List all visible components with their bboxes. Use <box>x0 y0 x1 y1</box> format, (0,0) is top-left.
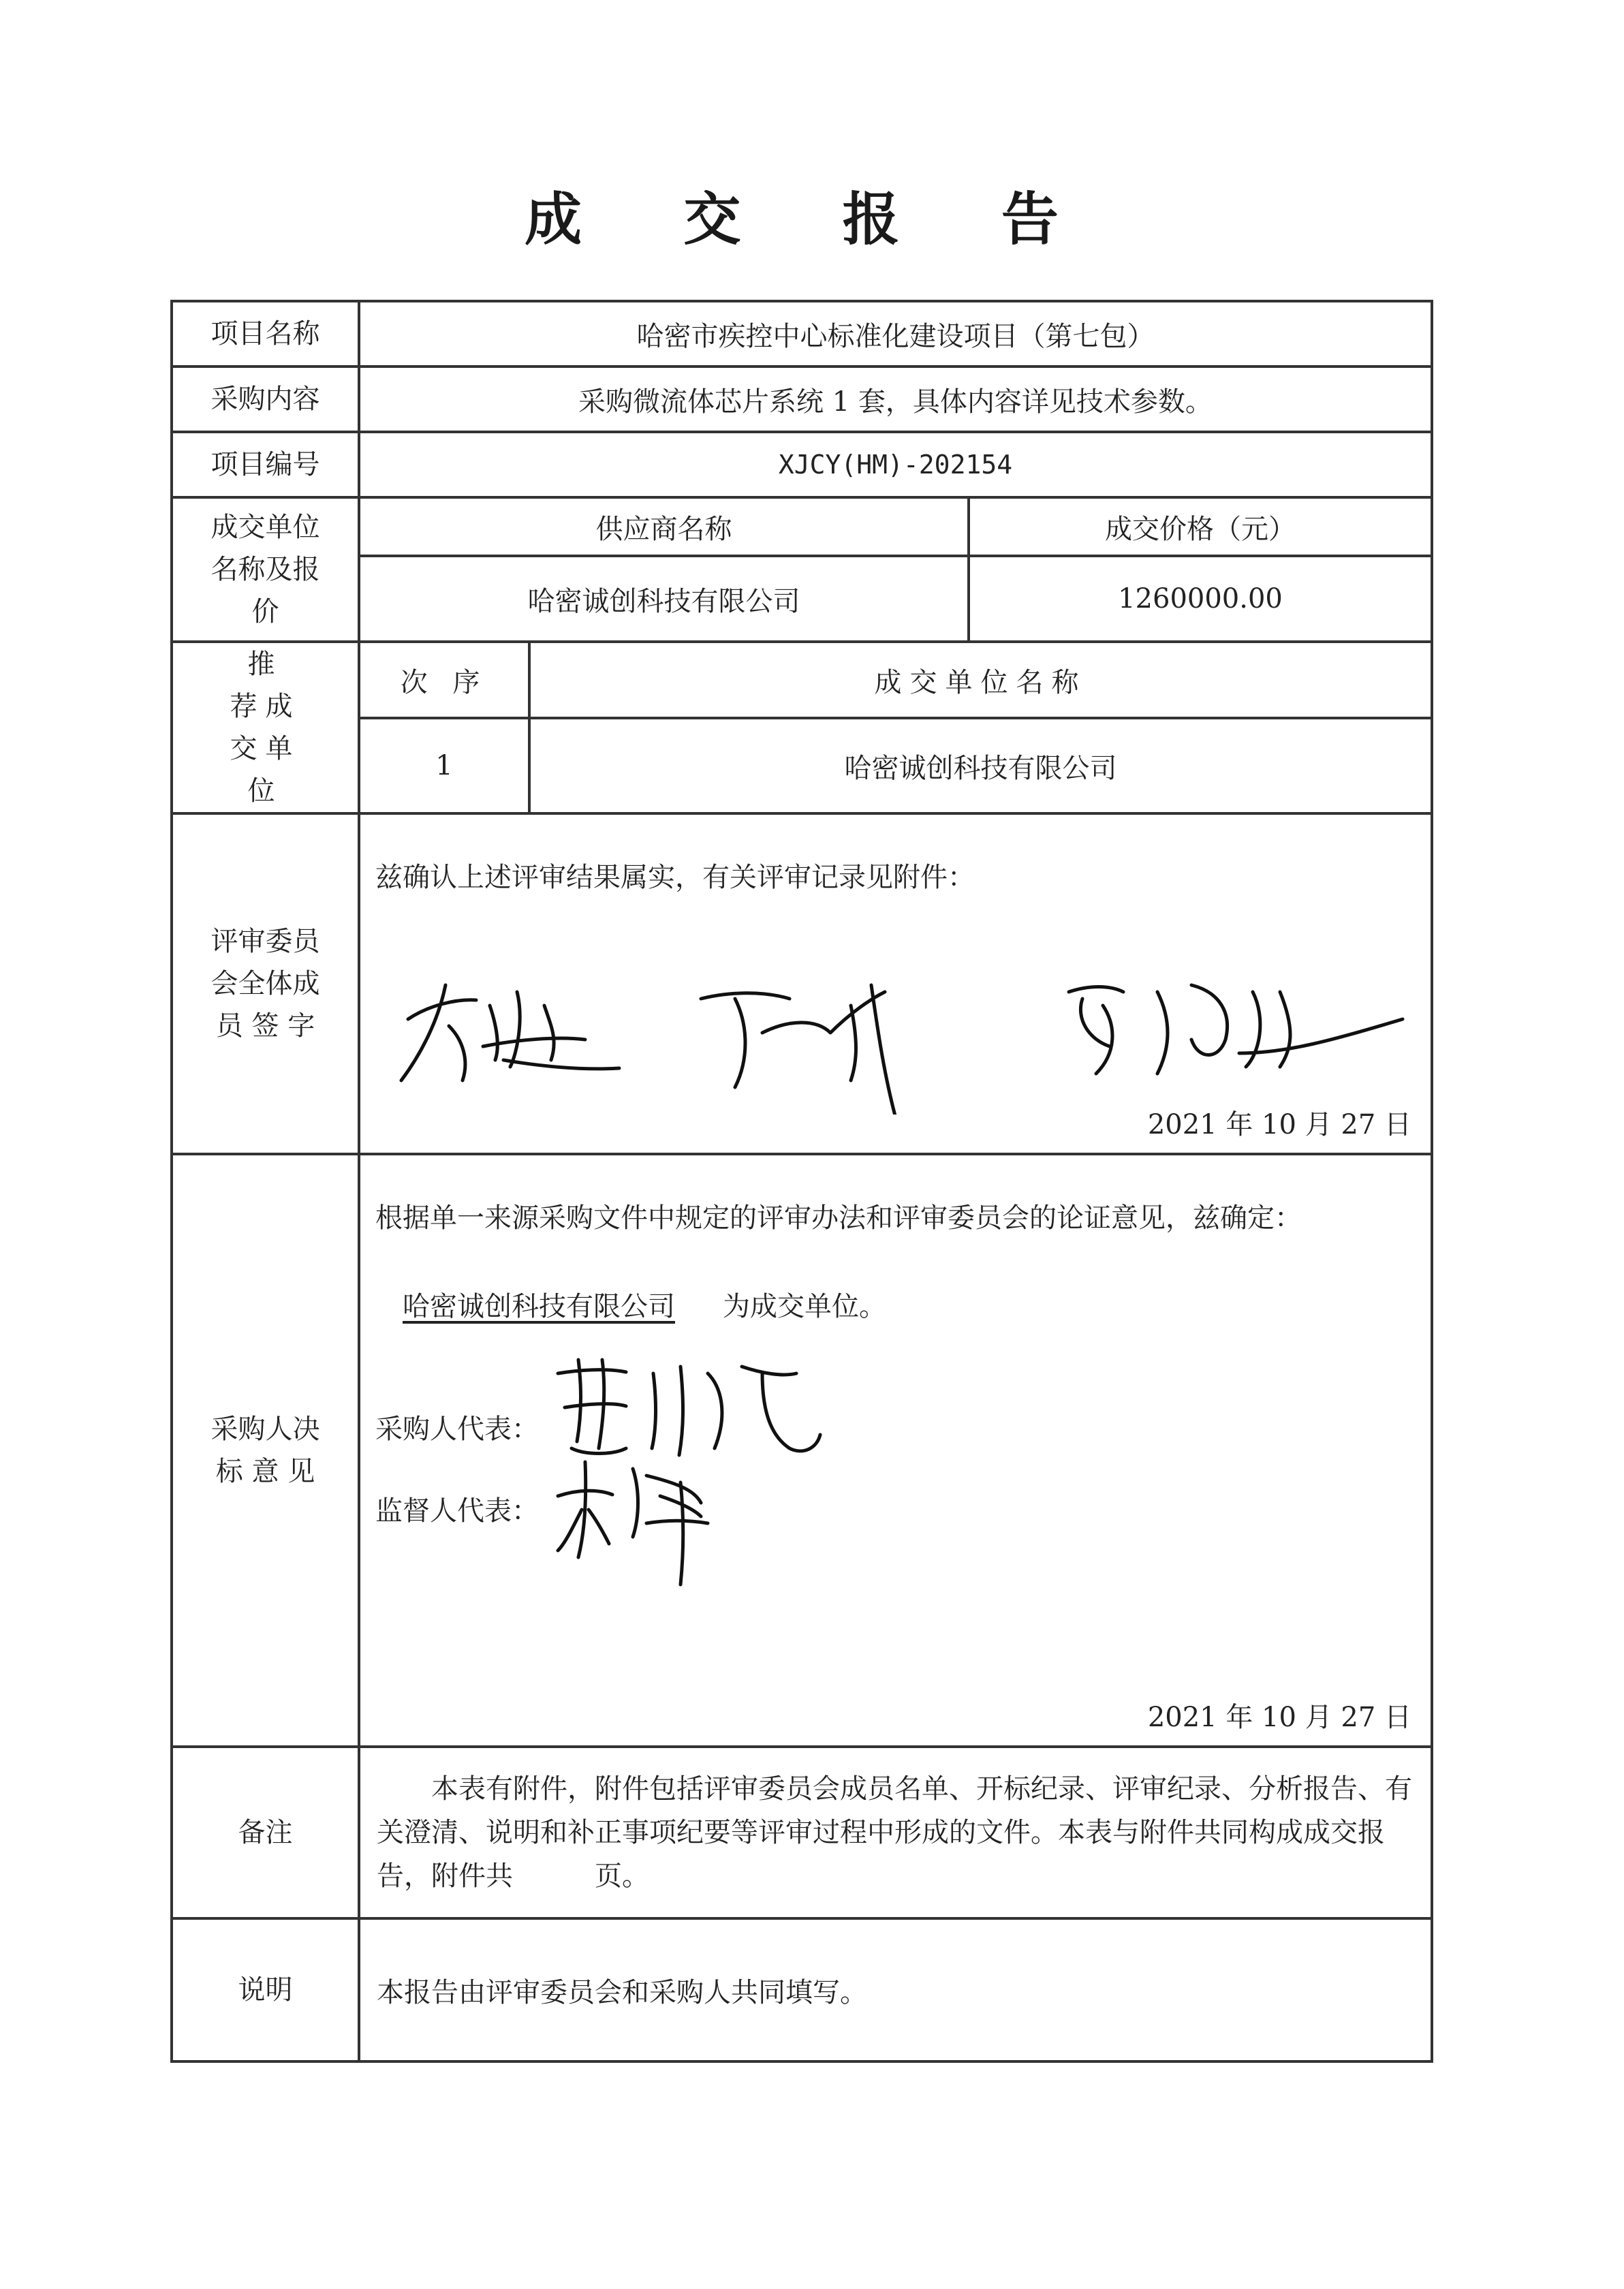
recommend-label: 推 荐成 交单 位 <box>172 642 359 813</box>
price-header: 成交价格（元） <box>969 497 1432 556</box>
price-value: 1260000.00 <box>969 556 1432 642</box>
supervisor-signature-image <box>544 1442 721 1591</box>
row-project-name <box>172 301 1432 367</box>
winner-label: 成交单位名称及报价 <box>172 497 359 642</box>
notes-label: 备注 <box>172 1747 359 1918</box>
unit-header: 成交单位名称 <box>529 642 1432 718</box>
row-winner-value <box>172 556 1432 642</box>
notes-text: 本表有附件，附件包括评审委员会成员名单、开标纪录、评审纪录、分析报告、有关澄清、说明和补正事项纪要等评审过程中形成的文件。本表与附件共同构成成交报告，附件共 页。 <box>359 1747 1432 1918</box>
report-table <box>170 300 1433 2063</box>
decision-label: 采购人决标 意 见 <box>172 1154 359 1747</box>
order-value: 1 <box>359 718 529 813</box>
committee-date: 2021 年 10 月 27 日 <box>1147 1109 1411 1140</box>
decision-unit: 哈密诚创科技有限公司 <box>403 1291 675 1322</box>
order-header: 次 序 <box>359 642 529 718</box>
row-winner-header <box>172 497 1432 556</box>
row-decision <box>172 1154 1432 1747</box>
signature-1 <box>401 985 619 1080</box>
project-no-label: 项目编号 <box>172 432 359 497</box>
row-recommend-value <box>172 718 1432 813</box>
project-no-value: XJCY(HM)-202154 <box>359 432 1432 497</box>
explain-label: 说明 <box>172 1918 359 2061</box>
buyer-rep-label: 采购人代表： <box>375 1414 539 1445</box>
row-notes <box>172 1747 1432 1918</box>
committee-text: 兹确认上述评审结果属实，有关评审记录见附件： <box>375 862 975 893</box>
decision-date: 2021 年 10 月 27 日 <box>1147 1702 1411 1733</box>
purchase-content-label: 采购内容 <box>172 367 359 432</box>
buyer-rep-line <box>375 1407 539 1446</box>
supplier-name: 哈密诚创科技有限公司 <box>359 556 969 642</box>
committee-label: 评审委员会全体成员 签 字 <box>172 813 359 1154</box>
row-recommend-header <box>172 642 1432 718</box>
supplier-header: 供应商名称 <box>359 497 969 556</box>
row-project-no <box>172 432 1432 497</box>
page-title: 成 交 报 告 <box>525 185 1099 253</box>
row-committee <box>172 813 1432 1154</box>
decision-panel <box>359 1154 1432 1747</box>
committee-signature-image <box>381 924 1416 1115</box>
committee-panel <box>359 813 1432 1154</box>
row-explain <box>172 1918 1432 2061</box>
decision-suffix: 为成交单位。 <box>723 1291 886 1322</box>
decision-text: 根据单一来源采购文件中规定的评审办法和评审委员会的论证意见，兹确定： <box>375 1202 1302 1234</box>
supervisor-line <box>375 1489 539 1528</box>
row-purchase-content <box>172 367 1432 432</box>
purchase-content-value: 采购微流体芯片系统 1 套，具体内容详见技术参数。 <box>359 367 1432 432</box>
unit-value: 哈密诚创科技有限公司 <box>529 718 1432 813</box>
supervisor-label: 监督人代表： <box>375 1495 539 1527</box>
project-name-value: 哈密市疾控中心标准化建设项目（第七包） <box>359 301 1432 367</box>
explain-text: 本报告由评审委员会和采购人共同填写。 <box>359 1918 1432 2061</box>
decision-unit-line <box>375 1285 886 1324</box>
committee-signatures <box>381 924 1403 1101</box>
signature-2 <box>701 985 899 1115</box>
project-name-label: 项目名称 <box>172 301 359 367</box>
signature-3 <box>1069 985 1403 1074</box>
